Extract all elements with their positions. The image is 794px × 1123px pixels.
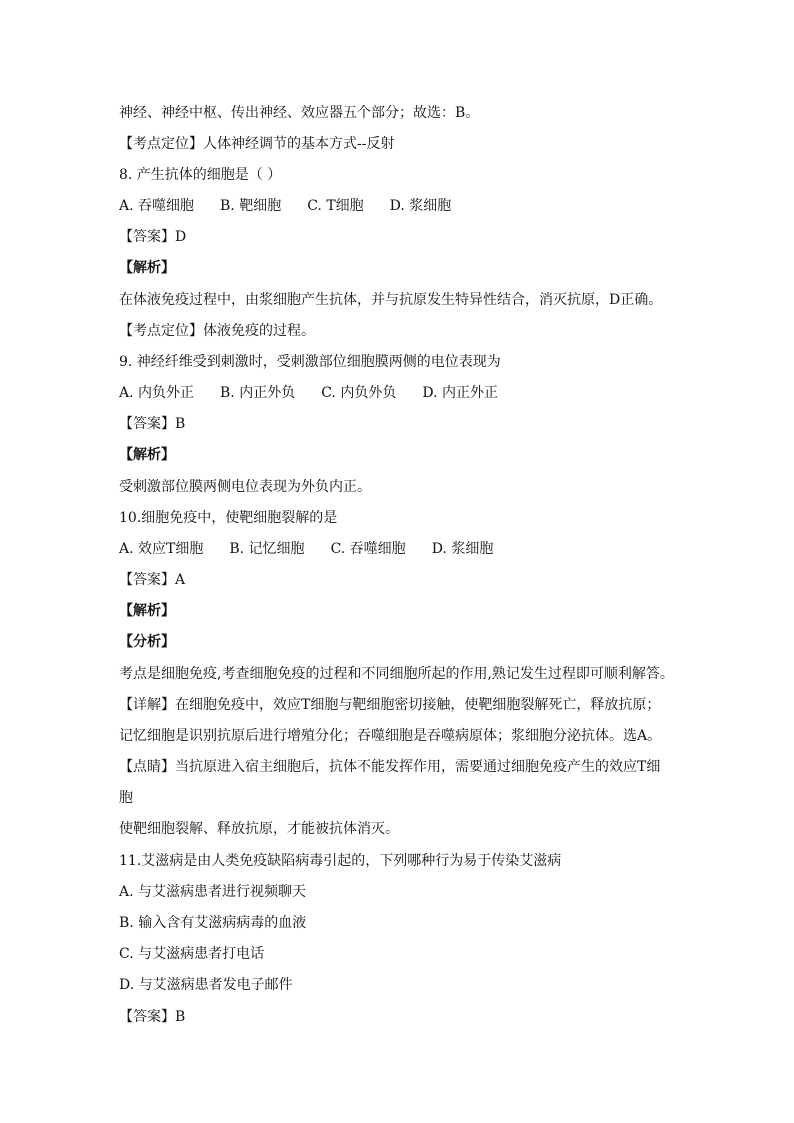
- question-10-answer: 【答案】A: [119, 572, 186, 588]
- question-9-analysis-label: 【解析】: [119, 447, 175, 463]
- option-b: B. 记忆细胞: [229, 541, 305, 557]
- question-10-analysis-label: 【解析】: [119, 603, 175, 619]
- question-8-analysis: 在体液免疫过程中，由浆细胞产生抗体，并与抗原发生特异性结合，消灭抗原，D正确。: [119, 292, 663, 308]
- question-8-kaodian: 【考点定位】体液免疫的过程。: [119, 323, 315, 339]
- option-d: D. 浆细胞: [389, 198, 452, 214]
- question-9-options: [119, 384, 498, 402]
- option-b: B. 靶细胞: [220, 198, 282, 214]
- option-d: D. 内正外正: [422, 385, 498, 401]
- option-c: C. T细胞: [307, 198, 364, 214]
- question-10-stem: 10.细胞免疫中，使靶细胞裂解的是: [119, 510, 338, 526]
- option-a: A. 吞噬细胞: [119, 198, 195, 214]
- question-10-dianjing-cont2: 使靶细胞裂解、释放抗原，才能被抗体消灭。: [119, 821, 399, 837]
- question-9-analysis: 受刺激部位膜两侧电位表现为外负内正。: [119, 479, 371, 495]
- question-10-xiangjie: 【详解】在细胞免疫中，效应T细胞与靶细胞密切接触，使靶细胞裂解死亡，释放抗原；: [119, 697, 661, 713]
- question-10-xiangjie-cont: 记忆细胞是识别抗原后进行增殖分化；吞噬细胞是吞噬病原体；浆细胞分泌抗体。选A。: [119, 728, 662, 744]
- question-9-answer: 【答案】B: [119, 416, 186, 432]
- option-a: A. 效应T细胞: [119, 541, 204, 557]
- question-9-stem: 9. 神经纤维受到刺激时，受刺激部位细胞膜两侧的电位表现为: [119, 354, 501, 370]
- option-b: B. 内正外负: [220, 385, 296, 401]
- question-11-option-c: C. 与艾滋病患者打电话: [119, 946, 265, 962]
- question-10-dianjing-cont: 胞: [119, 790, 133, 806]
- question-11-option-d: D. 与艾滋病患者发电子邮件: [119, 977, 293, 993]
- option-a: A. 内负外正: [119, 385, 195, 401]
- option-c: C. 吞噬细胞: [330, 541, 406, 557]
- paragraph-continuation: 神经、神经中枢、传出神经、效应器五个部分；故选：B。: [119, 105, 480, 121]
- question-10-fenxi-label: 【分析】: [119, 634, 175, 650]
- question-11-answer: 【答案】B: [119, 1009, 186, 1025]
- question-8-answer: 【答案】D: [119, 229, 187, 245]
- question-11-option-a: A. 与艾滋病患者进行视频聊天: [119, 884, 307, 900]
- kaodian-label: 【考点定位】人体神经调节的基本方式--反射: [119, 136, 395, 152]
- question-10-fenxi: 考点是细胞免疫,考查细胞免疫的过程和不同细胞所起的作用,熟记发生过程即可顺利解答。: [119, 666, 674, 682]
- question-10-options: [119, 540, 493, 558]
- option-d: D. 浆细胞: [431, 541, 494, 557]
- question-10-dianjing: 【点睛】当抗原进入宿主细胞后，抗体不能发挥作用，需要通过细胞免疫产生的效应T细: [119, 759, 661, 775]
- question-11-stem: 11.艾滋病是由人类免疫缺陷病毒引起的，下列哪种行为易于传染艾滋病: [119, 853, 562, 869]
- question-8-analysis-label: 【解析】: [119, 260, 175, 276]
- option-c: C. 内负外负: [321, 385, 397, 401]
- question-11-option-b: B. 输入含有艾滋病病毒的血液: [119, 915, 307, 931]
- question-8-stem: 8. 产生抗体的细胞是（ ）: [119, 167, 282, 183]
- question-8-options: [119, 197, 451, 215]
